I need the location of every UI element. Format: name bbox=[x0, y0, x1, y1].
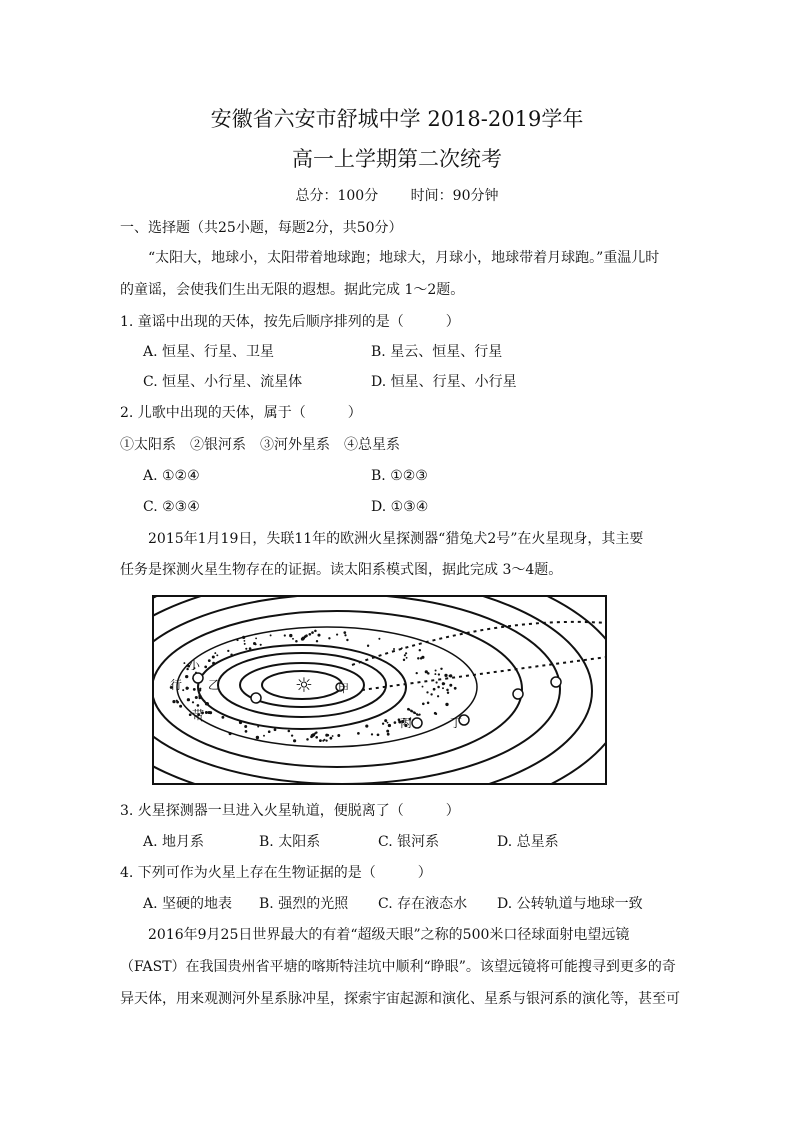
asteroid-dot bbox=[208, 711, 211, 714]
asteroid-dot bbox=[357, 732, 360, 735]
asteroid-dot bbox=[317, 634, 320, 637]
passage3-line2: （FAST）在我国贵州省平塘的喀斯特洼坑中顺利“睁眼”。该望远镜将可能搜寻到更多的奇 bbox=[120, 959, 676, 975]
asteroid-dot bbox=[406, 657, 408, 659]
passage2-line2: 任务是探测火星生物存在的证据。读太阳系模式图，据此完成 3～4题。 bbox=[120, 562, 563, 578]
asteroid-dot bbox=[394, 721, 397, 724]
option: D. 公转轨道与地球一致 bbox=[497, 896, 643, 912]
asteroid-dot bbox=[344, 634, 346, 636]
asteroid-dot bbox=[236, 639, 238, 641]
asteroid-dot bbox=[336, 634, 338, 636]
asteroid-dot bbox=[414, 712, 416, 714]
asteroid-dot bbox=[187, 698, 190, 701]
option: B. 星云、恒星、行星 bbox=[371, 344, 503, 360]
asteroid-dot bbox=[325, 739, 327, 741]
exam-meta bbox=[0, 187, 794, 205]
asteroid-dot bbox=[443, 683, 445, 685]
asteroid-dot bbox=[293, 739, 296, 742]
asteroid-dot bbox=[263, 735, 265, 737]
asteroid-dot bbox=[367, 645, 369, 647]
option: C. ②③④ bbox=[143, 499, 200, 515]
asteroid-dot bbox=[199, 689, 201, 691]
asteroid-dot bbox=[206, 702, 209, 705]
asteroid-dot bbox=[289, 634, 292, 637]
label-small: 小 bbox=[188, 658, 201, 672]
asteroid-dot bbox=[371, 733, 373, 735]
asteroid-dot bbox=[417, 657, 419, 659]
passage3-line1: 2016年9月25日世界最大的有着“超级天眼”之称的500米口径球面射电望远镜 bbox=[148, 927, 630, 943]
exam-time: 时间：90分钟 bbox=[410, 188, 499, 204]
asteroid-dot bbox=[401, 647, 403, 649]
asteroid-dot bbox=[377, 733, 380, 736]
asteroid-dot bbox=[332, 735, 334, 737]
asteroid-dot bbox=[454, 687, 457, 690]
planet bbox=[193, 673, 203, 683]
asteroid-dot bbox=[405, 652, 407, 654]
asteroid-dot bbox=[204, 666, 207, 669]
planet bbox=[513, 689, 523, 699]
asteroid-dot bbox=[311, 734, 314, 737]
label-ding: 丁 bbox=[450, 716, 463, 730]
question-2-stem: 2. 儿歌中出现的天体，属于（ ） bbox=[120, 405, 362, 421]
asteroid-dot bbox=[435, 669, 437, 671]
asteroid-dot bbox=[365, 725, 368, 728]
asteroid-dot bbox=[292, 638, 294, 640]
asteroid-dot bbox=[411, 710, 413, 712]
asteroid-dot bbox=[449, 684, 452, 687]
asteroid-dot bbox=[384, 719, 387, 722]
sun-icon: ☼ bbox=[295, 673, 313, 697]
asteroid-dot bbox=[230, 653, 232, 655]
asteroid-dot bbox=[274, 728, 277, 731]
option: A. 恒星、行星、卫星 bbox=[143, 344, 275, 360]
asteroid-dot bbox=[212, 662, 215, 665]
asteroid-dot bbox=[378, 638, 380, 640]
asteroid-dot bbox=[214, 652, 216, 654]
asteroid-dot bbox=[176, 700, 178, 702]
asteroid-dot bbox=[382, 723, 384, 725]
option: A. ①②④ bbox=[143, 468, 200, 484]
total-score: 总分：100分 bbox=[295, 188, 379, 204]
asteroid-dot bbox=[244, 643, 246, 645]
asteroid-dot bbox=[343, 631, 346, 634]
asteroid-dot bbox=[322, 740, 324, 742]
planet bbox=[412, 718, 422, 728]
asteroid-dot bbox=[327, 734, 329, 736]
asteroid-dot bbox=[311, 631, 314, 634]
asteroid-dot bbox=[449, 675, 451, 677]
asteroid-dot bbox=[239, 721, 242, 724]
asteroid-dot bbox=[316, 640, 318, 642]
asteroid-dot bbox=[306, 738, 309, 741]
asteroid-dot bbox=[205, 711, 208, 714]
option: D. 总星系 bbox=[497, 834, 559, 850]
passage3-line3: 异天体，用来观测河外星系脉冲星，探索宇宙起源和演化、星系与银河系的演化等，甚至可 bbox=[120, 991, 680, 1007]
option: B. ①②③ bbox=[371, 468, 428, 484]
asteroid-dot bbox=[244, 725, 247, 728]
asteroid-dot bbox=[179, 705, 182, 708]
asteroid-dot bbox=[249, 647, 252, 650]
asteroid-dot bbox=[328, 637, 330, 639]
option: D. ①③④ bbox=[371, 499, 429, 515]
option: B. 太阳系 bbox=[259, 834, 321, 850]
asteroid-dot bbox=[268, 730, 271, 733]
asteroid-dot bbox=[270, 634, 272, 636]
planet bbox=[551, 677, 561, 687]
asteroid-dot bbox=[346, 639, 348, 641]
asteroid-dot bbox=[256, 736, 259, 739]
asteroid-dot bbox=[197, 704, 200, 707]
passage1-line2: 的童谣，会使我们生出无限的遐想。据此完成 1～2题。 bbox=[120, 282, 465, 298]
section-heading: 一、选择题（共25小题，每题2分，共50分） bbox=[120, 220, 403, 236]
asteroid-dot bbox=[337, 734, 340, 737]
asteroid-dot bbox=[387, 733, 390, 736]
asteroid-dot bbox=[245, 730, 248, 733]
page-subtitle: 高一上学期第二次统考 bbox=[292, 147, 502, 171]
option: C. 恒星、小行星、流星体 bbox=[143, 374, 303, 390]
option: A. 地月系 bbox=[143, 834, 205, 850]
asteroid-dot bbox=[330, 737, 333, 740]
question-3-stem: 3. 火星探测器一旦进入火星轨道，便脱离了（ ） bbox=[120, 803, 460, 819]
asteroid-dot bbox=[229, 732, 232, 735]
asteroid-dot bbox=[422, 686, 424, 688]
planet bbox=[251, 693, 261, 703]
asteroid-dot bbox=[422, 703, 425, 706]
asteroid-dot bbox=[212, 655, 215, 658]
option: A. 坚硬的地表 bbox=[143, 896, 233, 912]
asteroid-dot bbox=[425, 670, 428, 673]
option: B. 强烈的光照 bbox=[259, 896, 349, 912]
asteroid-dot bbox=[193, 688, 196, 691]
asteroid-dot bbox=[438, 673, 440, 675]
asteroid-dot bbox=[257, 726, 259, 728]
question-2-choices: ①太阳系 ②银河系 ③河外星系 ④总星系 bbox=[120, 437, 400, 453]
option: C. 存在液态水 bbox=[378, 896, 468, 912]
asteroid-dot bbox=[446, 689, 449, 692]
question-4-stem: 4. 下列可作为火星上存在生物证据的是（ ） bbox=[120, 865, 432, 881]
asteroid-dot bbox=[291, 734, 293, 736]
page-title: 安徽省六安市舒城中学 2018-2019学年 bbox=[210, 107, 584, 131]
asteroid-dot bbox=[245, 648, 247, 650]
asteroid-dot bbox=[255, 637, 257, 639]
label-dai: 带 bbox=[192, 708, 205, 722]
asteroid-dot bbox=[440, 668, 442, 670]
asteroid-dot bbox=[208, 659, 211, 662]
asteroid-dot bbox=[242, 636, 245, 639]
asteroid-dot bbox=[172, 700, 175, 703]
asteroid-dot bbox=[386, 730, 389, 733]
asteroid-dot bbox=[195, 696, 198, 699]
label-xing: 行 bbox=[170, 678, 183, 692]
asteroid-dot bbox=[253, 642, 256, 645]
asteroid-dot bbox=[199, 697, 202, 700]
asteroid-dot bbox=[182, 689, 184, 691]
asteroid-dot bbox=[430, 693, 432, 695]
passage2-line1: 2015年1月19日，失联11年的欧洲火星探测器“猎兔犬2号”在火星现身，其主要 bbox=[148, 531, 644, 547]
asteroid-dot bbox=[260, 644, 262, 646]
asteroid-dot bbox=[419, 649, 421, 651]
option: D. 恒星、行星、小行星 bbox=[371, 374, 517, 390]
asteroid-dot bbox=[314, 630, 317, 633]
asteroid-dot bbox=[427, 702, 430, 705]
asteroid-dot bbox=[447, 691, 449, 693]
label-yi: 乙 bbox=[208, 678, 221, 692]
asteroid-dot bbox=[417, 714, 419, 716]
asteroid-dot bbox=[203, 700, 205, 702]
asteroid-dot bbox=[284, 634, 286, 636]
asteroid-dot bbox=[434, 673, 436, 675]
asteroid-dot bbox=[295, 640, 298, 643]
asteroid-dot bbox=[288, 730, 291, 733]
asteroid-dot bbox=[435, 713, 437, 715]
asteroid-dot bbox=[186, 687, 189, 690]
asteroid-dot bbox=[437, 686, 440, 689]
asteroid-dot bbox=[416, 672, 418, 674]
asteroid-dot bbox=[315, 736, 318, 739]
asteroid-dot bbox=[437, 695, 439, 697]
asteroid-dot bbox=[403, 659, 405, 661]
asteroid-dot bbox=[305, 634, 308, 637]
label-jia: 甲 bbox=[338, 682, 349, 695]
asteroid-dot bbox=[308, 633, 311, 636]
asteroid-dot bbox=[393, 648, 395, 650]
asteroid-dot bbox=[426, 691, 428, 693]
asteroid-dot bbox=[444, 674, 447, 677]
asteroid-dot bbox=[404, 654, 406, 656]
solar-system-diagram bbox=[152, 595, 607, 785]
asteroid-dot bbox=[433, 688, 436, 691]
asteroid-dot bbox=[216, 654, 218, 656]
question-1-stem: 1. 童谣中出现的天体，按先后顺序排列的是（ ） bbox=[120, 314, 460, 330]
asteroid-dot bbox=[185, 675, 188, 678]
asteroid-dot bbox=[436, 681, 438, 683]
asteroid-dot bbox=[221, 716, 224, 719]
asteroid-dot bbox=[243, 640, 245, 642]
asteroid-dot bbox=[387, 722, 389, 724]
asteroid-dot bbox=[388, 724, 391, 727]
asteroid-dot bbox=[183, 662, 185, 664]
asteroid-dot bbox=[408, 709, 410, 711]
asteroid-dot bbox=[319, 739, 322, 742]
asteroid-dot bbox=[192, 701, 194, 703]
asteroid-dot bbox=[421, 656, 424, 659]
asteroid-dot bbox=[442, 687, 444, 689]
label-bing: 丙 bbox=[400, 716, 413, 730]
asteroid-dot bbox=[445, 703, 448, 706]
option: C. 银河系 bbox=[378, 834, 440, 850]
asteroid-dot bbox=[227, 650, 229, 652]
passage1-line1: “太阳大，地球小，太阳带着地球跑；地球大，月球小，地球带着月球跑。”重温儿时 bbox=[148, 250, 660, 266]
